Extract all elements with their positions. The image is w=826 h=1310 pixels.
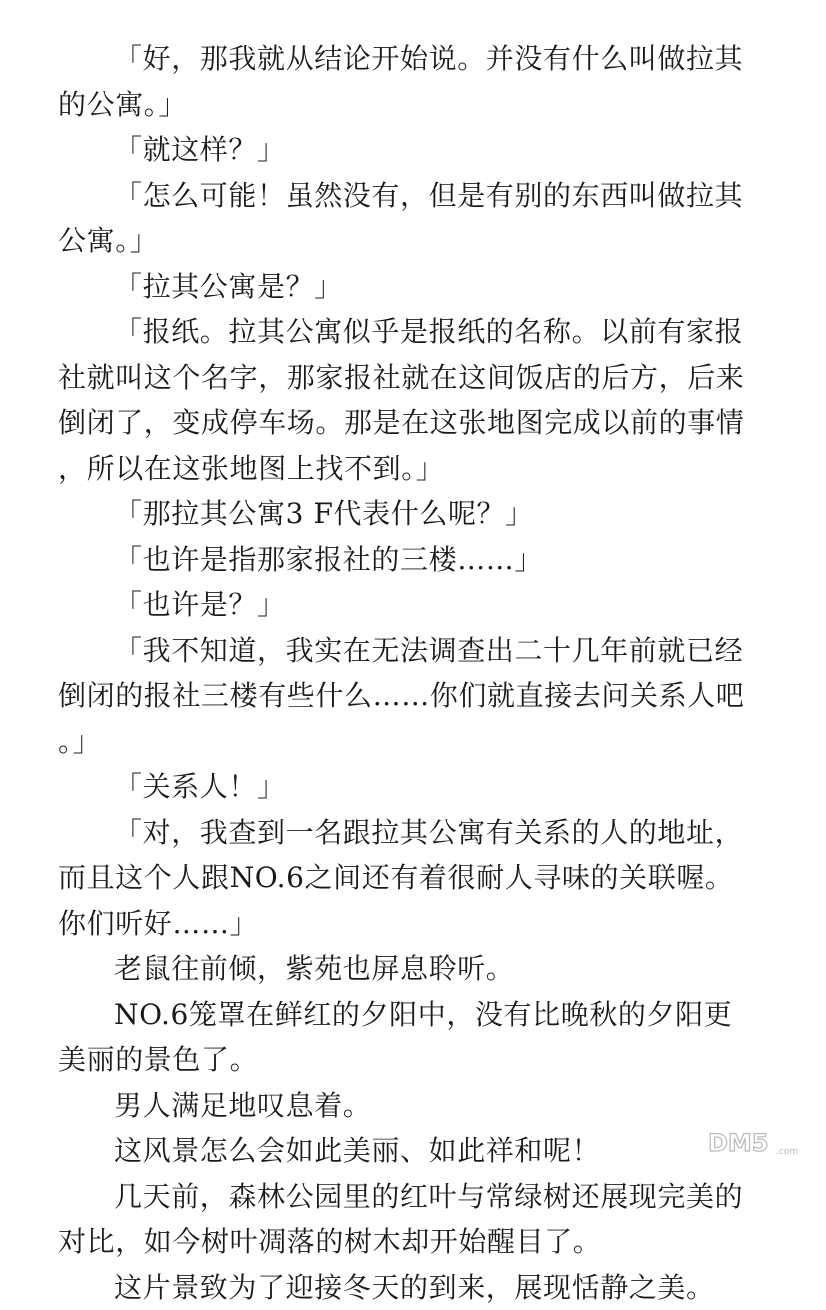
- paragraph-15: 这风景怎么会如此美丽、如此祥和呢！: [58, 1128, 758, 1174]
- paragraph-2: 「就这样？」: [58, 127, 758, 173]
- paragraph-10: 「关系人！」: [58, 764, 758, 810]
- paragraph-14: 男人满足地叹息着。: [58, 1083, 758, 1129]
- paragraph-12: 老鼠往前倾，紫苑也屏息聆听。: [58, 946, 758, 992]
- paragraph-5: 「报纸。拉其公寓似乎是报纸的名称。以前有家报社就叫这个名字，那家报社就在这间饭店的后方，后来倒闭了，变成停车场。那是在这张地图完成以前的事情，所以在这张地图上找不到。」: [58, 309, 758, 491]
- paragraph-8: 「也许是？」: [58, 582, 758, 628]
- paragraph-17: 这片景致为了迎接冬天的到来，展现恬静之美。: [58, 1265, 758, 1310]
- dm5-watermark-logo: [704, 1121, 814, 1161]
- paragraph-6: 「那拉其公寓3 F代表什么呢？」: [58, 491, 758, 537]
- paragraph-16: 几天前，森林公园里的红叶与常绿树还展现完美的对比，如今树叶凋落的树木却开始醒目了。: [58, 1174, 758, 1265]
- paragraph-3: 「怎么可能！虽然没有，但是有别的东西叫做拉其公寓。」: [58, 173, 758, 264]
- watermark-suffix-text: .com: [776, 1147, 798, 1157]
- paragraph-1: 「好，那我就从结论开始说。并没有什么叫做拉其的公寓。」: [58, 36, 758, 127]
- paragraph-9: 「我不知道，我实在无法调查出二十几年前就已经倒闭的报社三楼有些什么……你们就直接去问关系人吧。」: [58, 628, 758, 765]
- paragraph-7: 「也许是指那家报社的三楼……」: [58, 537, 758, 583]
- paragraph-13: NO.6笼罩在鲜红的夕阳中，没有比晚秋的夕阳更美丽的景色了。: [58, 992, 758, 1083]
- watermark-logo-text: DM5: [708, 1129, 769, 1157]
- paragraph-11: 「对，我查到一名跟拉其公寓有关系的人的地址，而且这个人跟NO.6之间还有着很耐人寻味的关联喔。你们听好……」: [58, 810, 758, 947]
- paragraph-4: 「拉其公寓是？」: [58, 264, 758, 310]
- novel-text: [58, 36, 758, 1310]
